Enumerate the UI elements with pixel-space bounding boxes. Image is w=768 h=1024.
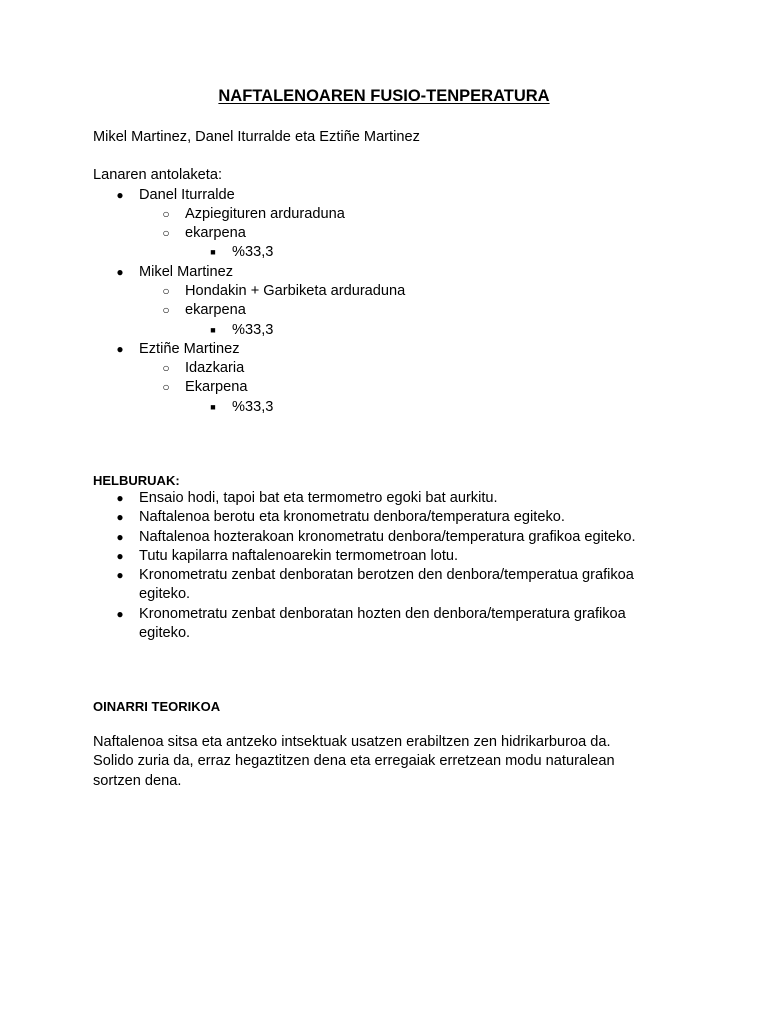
goal-item: Kronometratu zenbat denboratan berotzen den denbora/temperatua grafikoa xyxy=(139,567,634,583)
member-name: Danel Iturralde xyxy=(139,187,235,203)
bullet-disc-icon: ● xyxy=(116,549,124,563)
bullet-disc-icon: ● xyxy=(116,607,124,621)
member-role: Idazkaria xyxy=(185,360,245,376)
goals-heading: HELBURUAK: xyxy=(93,473,180,488)
bullet-circle-icon: ○ xyxy=(162,207,170,221)
bullet-square-icon: ■ xyxy=(210,325,216,335)
bullet-disc-icon: ● xyxy=(116,568,124,582)
goal-item: Naftalenoa hozterakoan kronometratu denbora/temperatura grafikoa egiteko. xyxy=(139,529,636,545)
bullet-disc-icon: ● xyxy=(116,491,124,505)
bullet-disc-icon: ● xyxy=(116,188,124,202)
theory-heading: OINARRI TEORIKOA xyxy=(93,699,221,714)
bullet-square-icon: ■ xyxy=(210,247,216,257)
bullet-disc-icon: ● xyxy=(116,530,124,544)
member-contribution-label: ekarpena xyxy=(185,302,246,318)
theory-line: Naftalenoa sitsa eta antzeko intsektuak usatzen erabiltzen zen hidrikarburoa da. xyxy=(93,734,611,750)
theory-line: Solido zuria da, erraz hegaztitzen dena eta erregaiak erretzean modu naturalean xyxy=(93,753,615,769)
theory-line: sortzen dena. xyxy=(93,773,182,789)
goal-item: Ensaio hodi, tapoi bat eta termometro egoki bat aurkitu. xyxy=(139,490,498,506)
bullet-square-icon: ■ xyxy=(210,402,216,412)
goal-item: Kronometratu zenbat denboratan hozten den denbora/temperatura grafikoa xyxy=(139,606,626,622)
member-contribution-value: %33,3 xyxy=(232,244,274,260)
bullet-circle-icon: ○ xyxy=(162,226,170,240)
bullet-disc-icon: ● xyxy=(116,265,124,279)
member-contribution-label: Ekarpena xyxy=(185,379,248,395)
document-title: NAFTALENOAREN FUSIO-TENPERATURA xyxy=(218,87,550,105)
goal-item-continuation: egiteko. xyxy=(139,586,191,602)
member-role: Hondakin + Garbiketa arduraduna xyxy=(185,283,406,299)
member-role: Azpiegituren arduraduna xyxy=(185,206,345,222)
bullet-circle-icon: ○ xyxy=(162,303,170,317)
bullet-circle-icon: ○ xyxy=(162,380,170,394)
goal-item: Tutu kapilarra naftalenoarekin termometroan lotu. xyxy=(139,548,459,564)
member-contribution-value: %33,3 xyxy=(232,322,274,338)
authors-line: Mikel Martinez, Danel Iturralde eta Eztiñe Martinez xyxy=(93,129,420,145)
member-name: Eztiñe Martinez xyxy=(139,341,240,357)
bullet-disc-icon: ● xyxy=(116,510,124,524)
member-contribution-label: ekarpena xyxy=(185,225,246,241)
member-contribution-value: %33,3 xyxy=(232,399,274,415)
bullet-circle-icon: ○ xyxy=(162,361,170,375)
goal-item: Naftalenoa berotu eta kronometratu denbora/temperatura egiteko. xyxy=(139,509,565,525)
bullet-disc-icon: ● xyxy=(116,342,124,356)
organization-heading: Lanaren antolaketa: xyxy=(93,167,223,183)
bullet-circle-icon: ○ xyxy=(162,284,170,298)
member-name: Mikel Martinez xyxy=(139,264,234,280)
goal-item-continuation: egiteko. xyxy=(139,625,191,641)
